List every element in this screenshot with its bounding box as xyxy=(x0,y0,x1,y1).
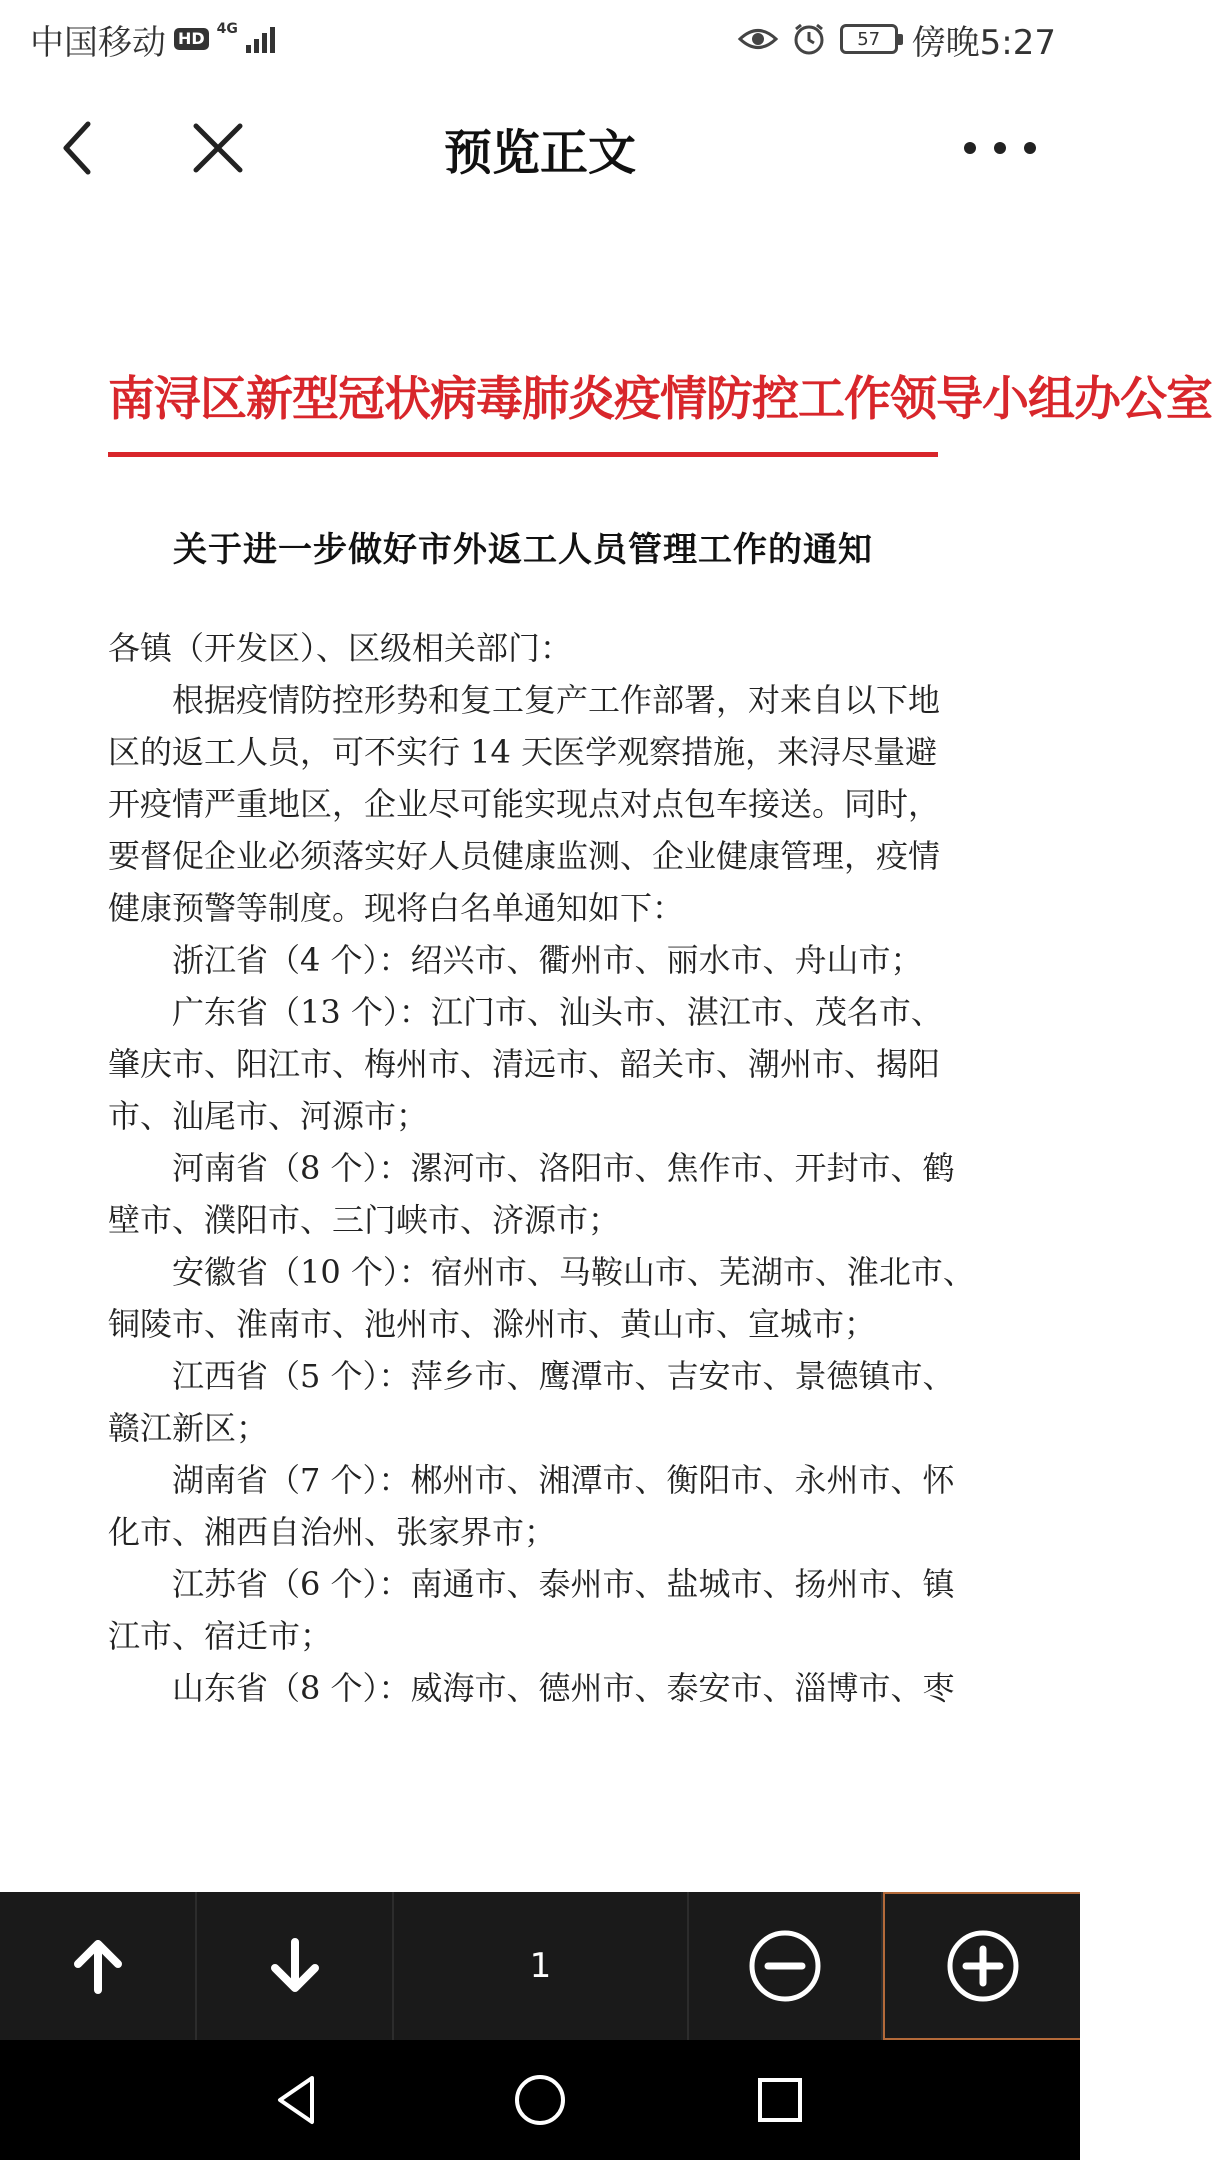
doc-line: 壁市、濮阳市、三门峡市、济源市； xyxy=(108,1201,621,1239)
zoom-out-button[interactable] xyxy=(689,1892,883,2040)
triangle-back-icon[interactable] xyxy=(268,2070,328,2130)
status-right xyxy=(738,14,1056,64)
doc-line: 根据疫情防控形势和复工复产工作部署，对来自以下地 xyxy=(172,681,941,719)
document-body xyxy=(108,622,975,1714)
doc-line: 安徽省（10 个）：宿州市、马鞍山市、芜湖市、淮北市、 xyxy=(172,1253,975,1291)
status-time: 傍晚5:27 xyxy=(911,22,1056,63)
hd-badge: HD xyxy=(174,28,209,50)
doc-line: 湖南省（7 个）：郴州市、湘潭市、衡阳市、永州市、怀 xyxy=(172,1461,955,1499)
signal-icon xyxy=(246,25,275,53)
doc-line: 山东省（8 个）：威海市、德州市、泰安市、淄博市、枣 xyxy=(172,1669,955,1707)
top-bar xyxy=(0,92,1080,202)
eye-icon xyxy=(738,24,778,54)
doc-line: 浙江省（4 个）：绍兴市、衢州市、丽水市、舟山市； xyxy=(172,941,923,979)
document-title: 关于进一步做好市外返工人员管理工作的通知 xyxy=(173,530,873,570)
battery-icon xyxy=(840,24,898,54)
doc-line: 铜陵市、淮南市、池州市、滁州市、黄山市、宣城市； xyxy=(108,1305,877,1343)
previous-page-button[interactable] xyxy=(0,1892,197,2040)
next-page-button[interactable] xyxy=(197,1892,394,2040)
header-red-rule xyxy=(108,452,938,457)
arrow-down-icon xyxy=(263,1934,327,1998)
network-type: 4G xyxy=(216,21,238,37)
document-preview[interactable] xyxy=(0,202,1212,1892)
bottom-toolbar xyxy=(0,1892,1080,2040)
doc-line: 肇庆市、阳江市、梅州市、清远市、韶关市、潮州市、揭阳 xyxy=(108,1045,941,1083)
doc-line: 化市、湘西自治州、张家界市； xyxy=(108,1513,557,1551)
doc-line: 江市、宿迁市； xyxy=(108,1617,333,1655)
more-dots-icon[interactable] xyxy=(960,118,1040,178)
status-bar xyxy=(0,0,1080,78)
doc-line: 江苏省（6 个）：南通市、泰州市、盐城市、扬州市、镇 xyxy=(172,1565,955,1603)
doc-line: 区的返工人员，可不实行 14 天医学观察措施，来浔尽量避 xyxy=(108,733,938,771)
doc-line: 要督促企业必须落实好人员健康监测、企业健康管理，疫情 xyxy=(108,837,941,875)
page-title: 预览正文 xyxy=(443,125,636,181)
battery-level: 57 xyxy=(857,28,881,50)
doc-line: 广东省（13 个）：江门市、汕头市、湛江市、茂名市、 xyxy=(172,993,943,1031)
square-recents-icon[interactable] xyxy=(750,2070,810,2130)
zoom-out-icon xyxy=(748,1929,822,2003)
document-header: 南浔区新型冠状病毒肺炎疫情防控工作领导小组办公室 xyxy=(108,372,1212,427)
doc-line: 开疫情严重地区，企业尽可能实现点对点包车接送。同时， xyxy=(108,785,941,823)
doc-line: 各镇（开发区）、区级相关部门： xyxy=(108,629,573,667)
doc-line: 江西省（5 个）：萍乡市、鹰潭市、吉安市、景德镇市、 xyxy=(172,1357,955,1395)
carrier-name: 中国移动 xyxy=(30,22,166,63)
status-left xyxy=(30,14,275,64)
circle-home-icon[interactable] xyxy=(510,2070,570,2130)
arrow-up-icon xyxy=(66,1934,130,1998)
zoom-in-button[interactable] xyxy=(883,1892,1080,2040)
doc-line: 健康预警等制度。现将白名单通知如下： xyxy=(108,889,685,927)
system-nav-bar xyxy=(0,2040,1080,2160)
zoom-in-icon xyxy=(946,1929,1020,2003)
doc-line: 河南省（8 个）：漯河市、洛阳市、焦作市、开封市、鹤 xyxy=(172,1149,955,1187)
doc-line: 赣江新区； xyxy=(108,1409,269,1447)
page-number[interactable]: 1 xyxy=(394,1892,689,2040)
doc-line: 市、汕尾市、河源市； xyxy=(108,1097,429,1135)
alarm-icon xyxy=(792,22,826,56)
